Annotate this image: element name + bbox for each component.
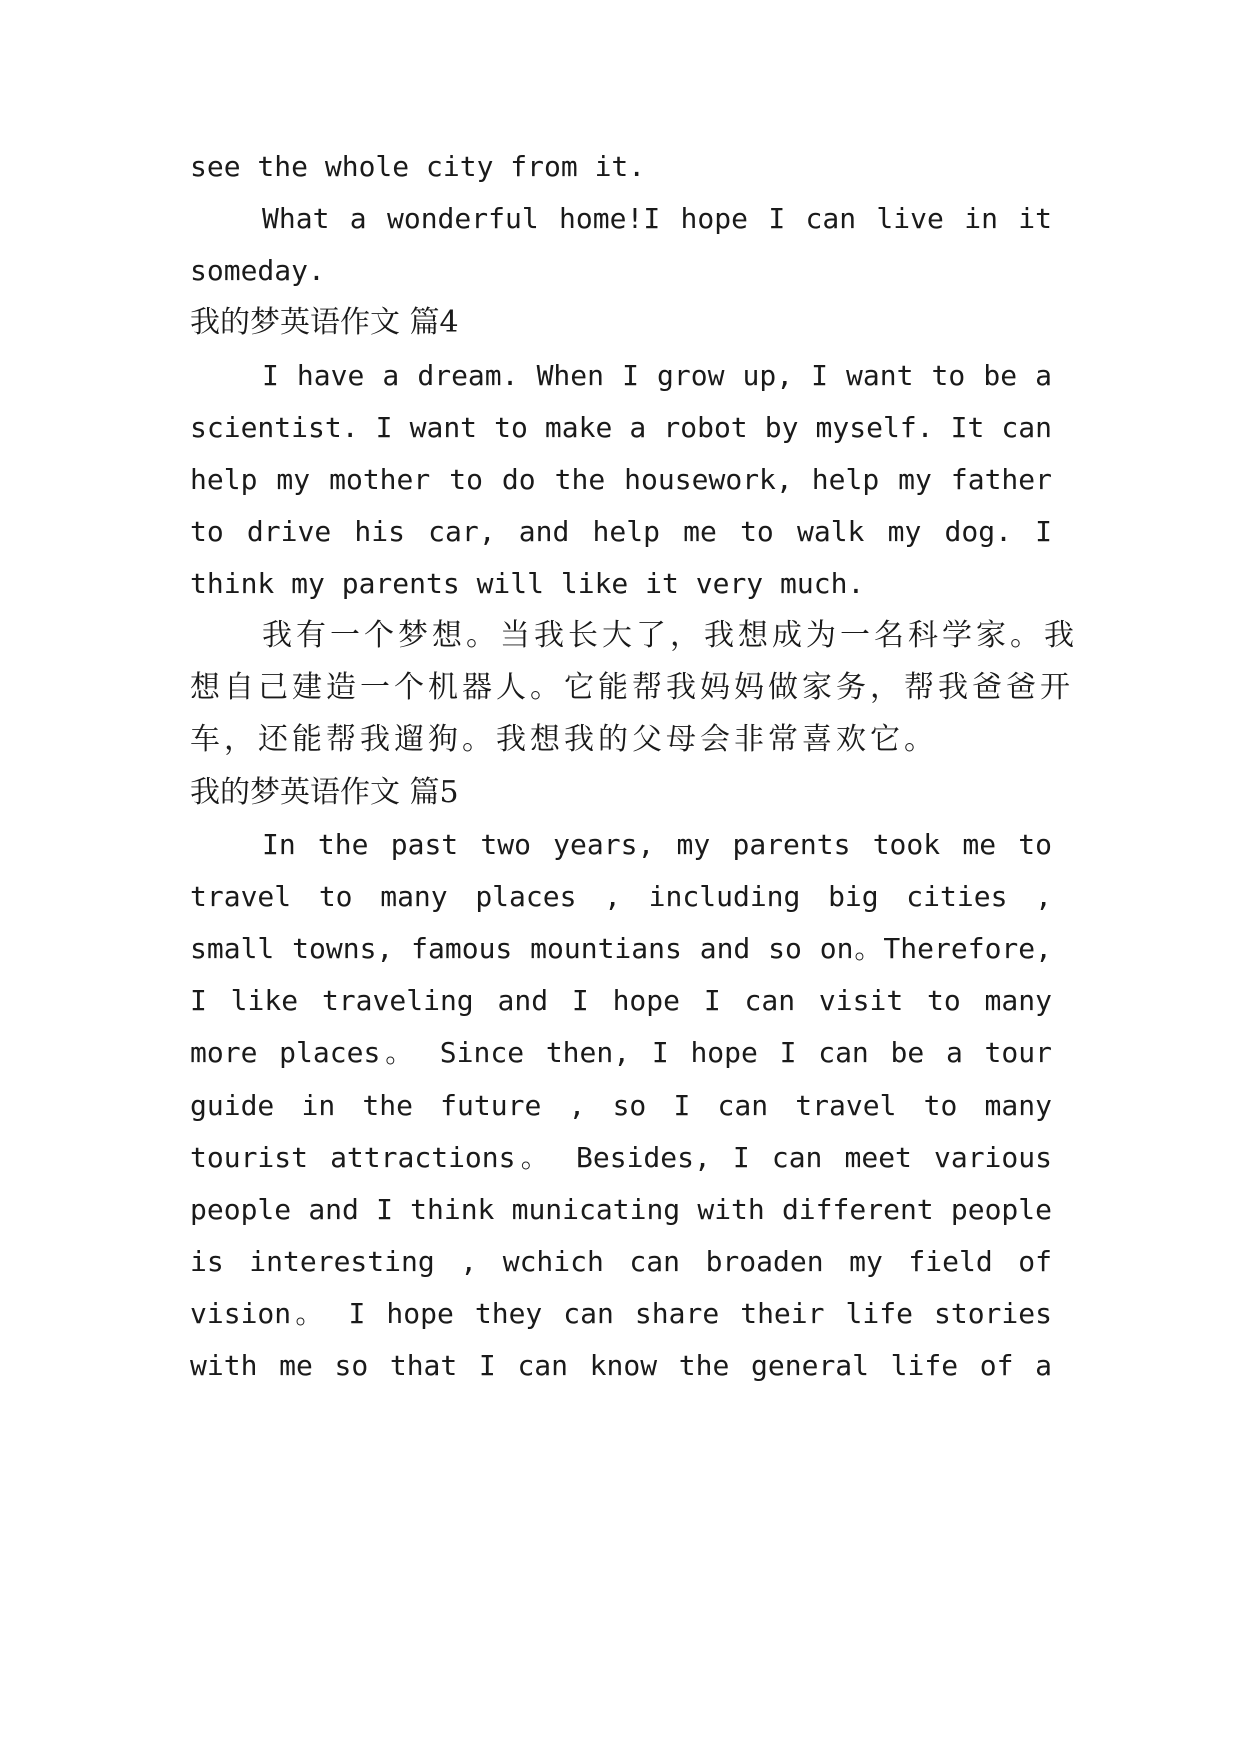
paragraph-line: I like traveling and I hope I can visit to many xyxy=(190,984,1052,1017)
paragraph-line: is interesting , wchich can broaden my field of xyxy=(190,1245,1052,1278)
paragraph-line: think my parents will like it very much. xyxy=(190,567,865,600)
paragraph-line: travel to many places , including big cities , xyxy=(190,880,1052,913)
section-heading-4: 我的梦英语作文 篇4 xyxy=(190,305,459,340)
paragraph-line: more places。 Since then, I hope I can be a tour xyxy=(190,1036,1052,1069)
paragraph-line: see the whole city from it. xyxy=(190,150,646,183)
paragraph-line: What a wonderful home!I hope I can live in it xyxy=(262,202,1052,235)
chinese-paragraph-line: 想自己建造一个机器人。它能帮我妈妈做家务，帮我爸爸开 xyxy=(190,670,1074,705)
paragraph-line: people and I think municating with different people xyxy=(190,1193,1052,1226)
chinese-paragraph-line: 我有一个梦想。当我长大了，我想成为一名科学家。我 xyxy=(262,618,1078,653)
paragraph-line: vision。 I hope they can share their life stories xyxy=(190,1297,1052,1330)
section-heading-5: 我的梦英语作文 篇5 xyxy=(190,775,459,810)
paragraph-line: guide in the future , so I can travel to many xyxy=(190,1089,1052,1122)
paragraph-line: small towns, famous mountians and so on。Therefore, xyxy=(190,932,1052,965)
paragraph-line: tourist attractions。 Besides, I can meet various xyxy=(190,1141,1052,1174)
paragraph-line: help my mother to do the housework, help my father xyxy=(190,463,1052,496)
paragraph-line: scientist. I want to make a robot by myself. It can xyxy=(190,411,1052,444)
paragraph-line: to drive his car, and help me to walk my dog. I xyxy=(190,515,1052,548)
chinese-paragraph-line: 车，还能帮我遛狗。我想我的父母会非常喜欢它。 xyxy=(190,722,938,757)
paragraph-line: In the past two years, my parents took me to xyxy=(262,828,1052,861)
paragraph-line: with me so that I can know the general life of a xyxy=(190,1349,1052,1382)
paragraph-line: I have a dream. When I grow up, I want to be a xyxy=(262,359,1052,392)
paragraph-line: someday. xyxy=(190,254,325,287)
